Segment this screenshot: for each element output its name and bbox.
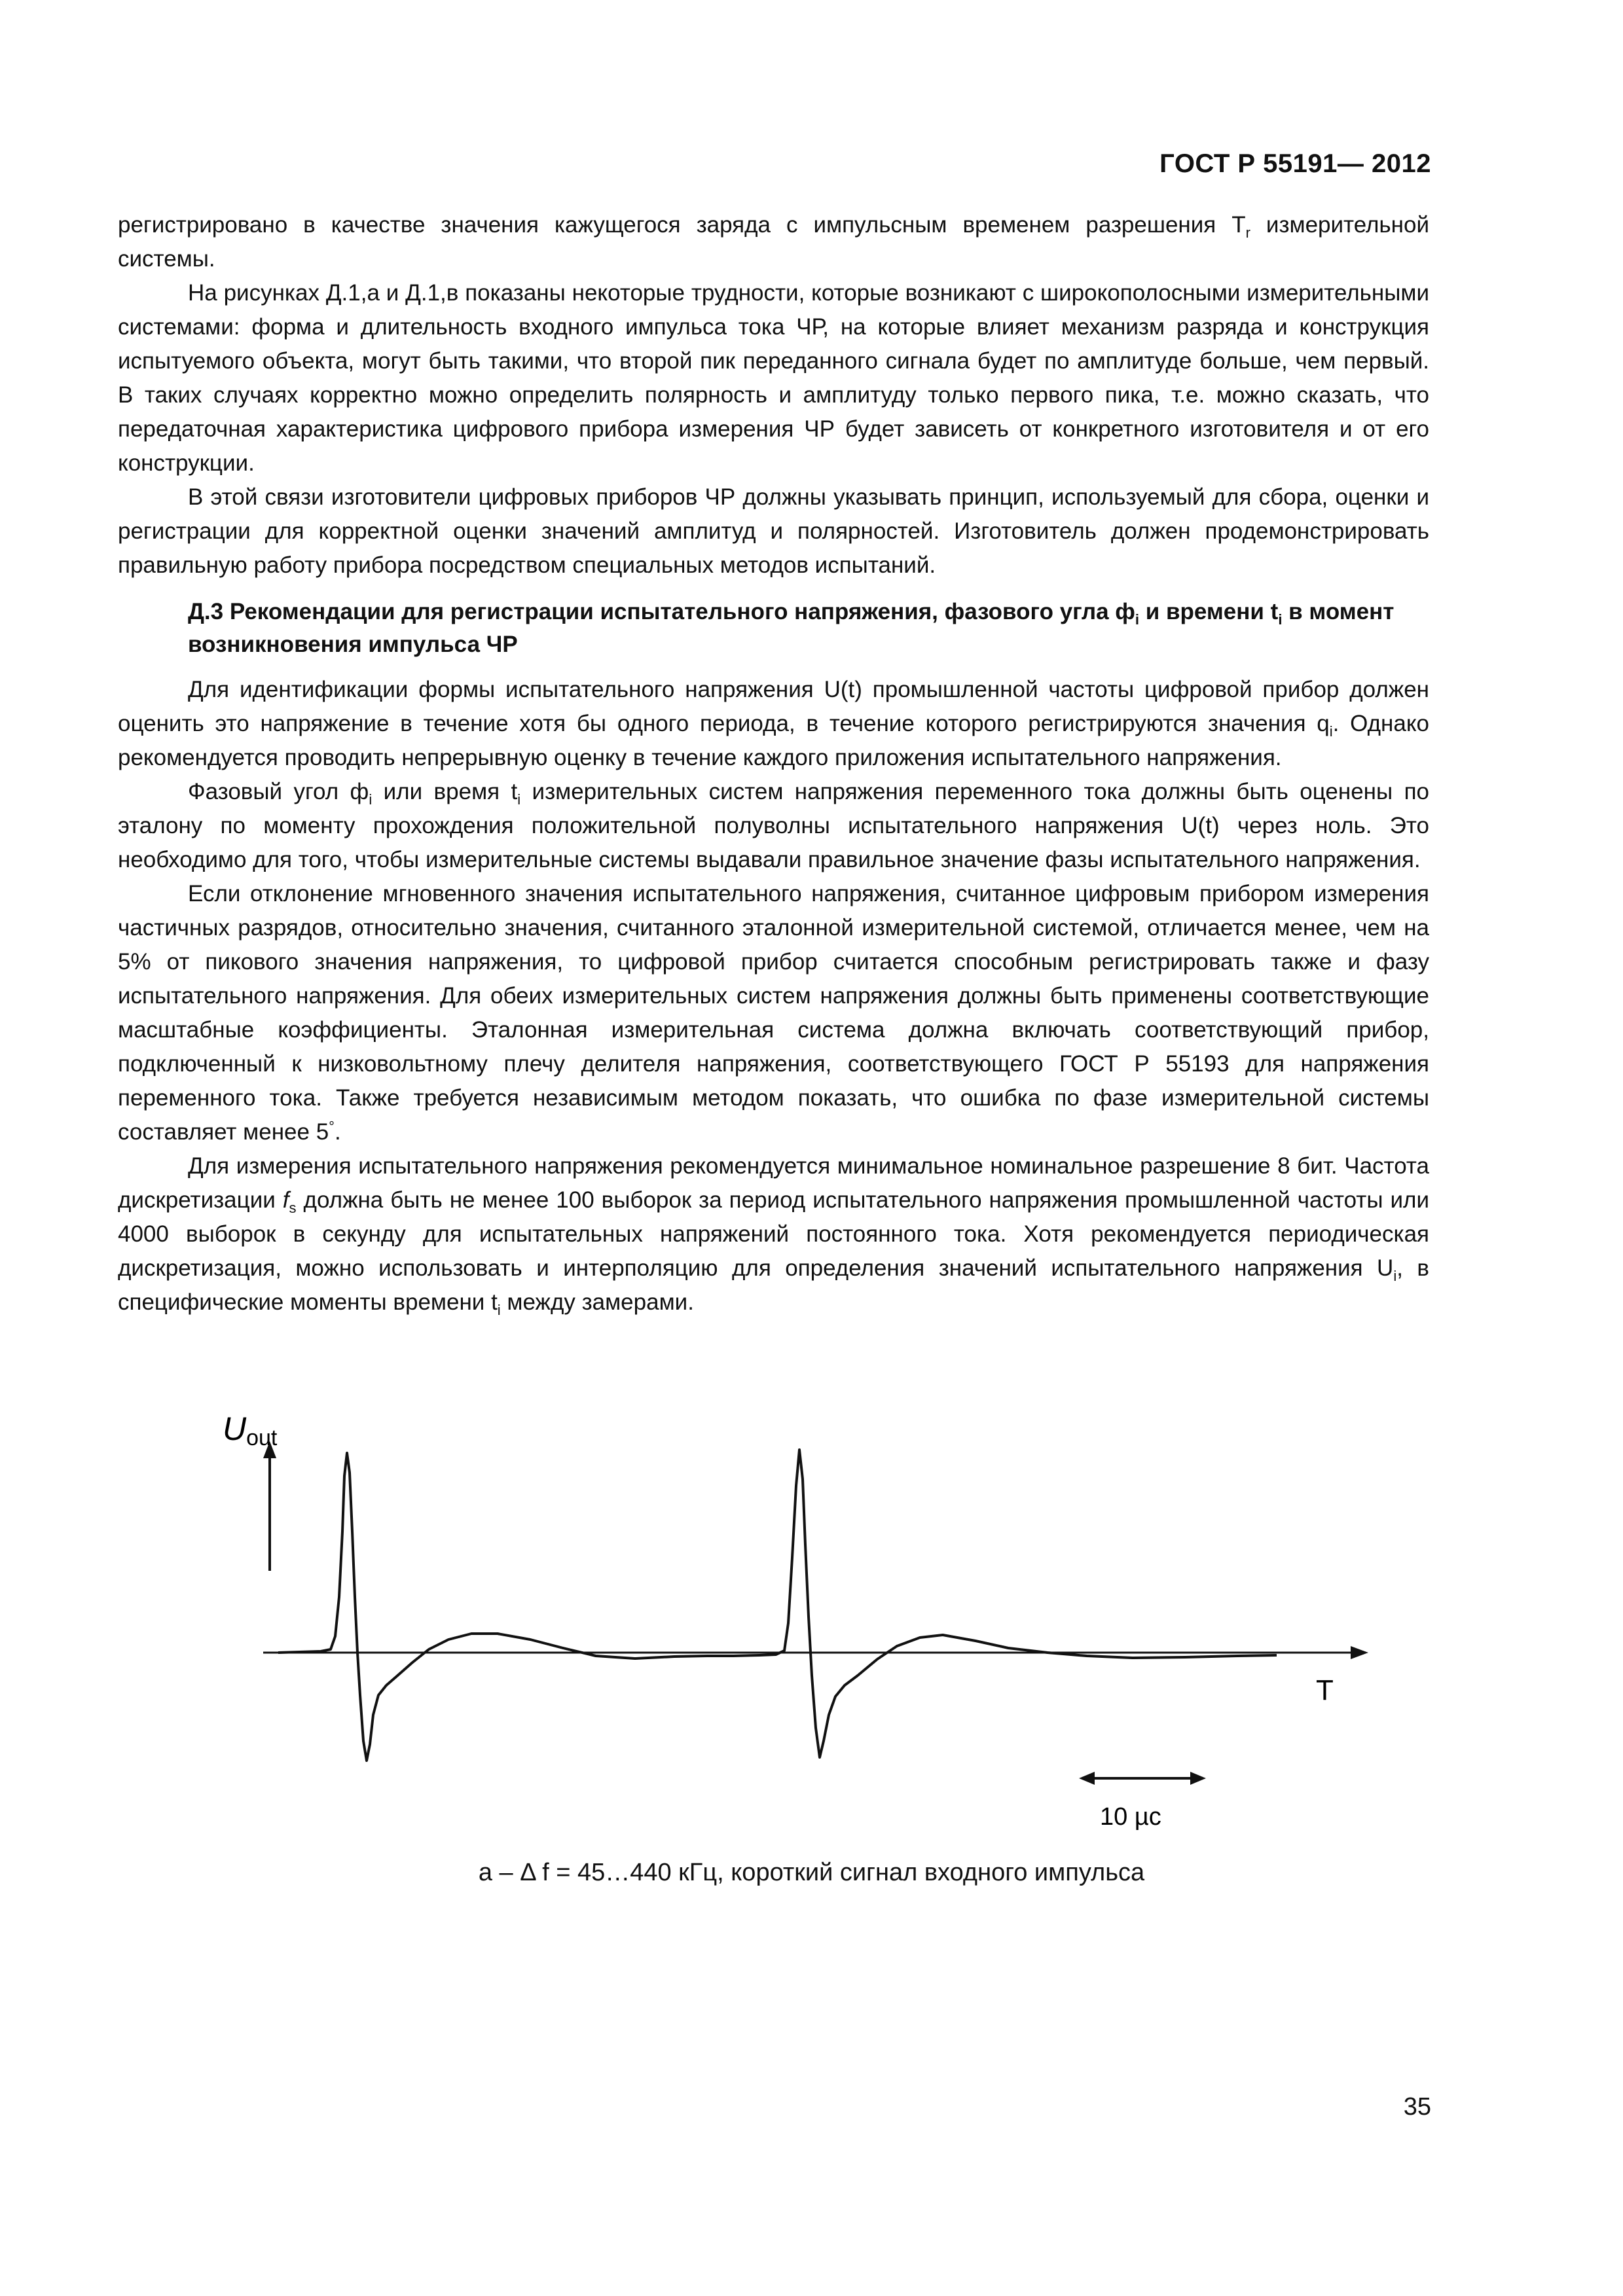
- scale-bar-label: 10 µс: [1100, 1803, 1161, 1831]
- waveform-figure: [216, 1388, 1434, 1846]
- figure-caption: а – Δ f = 45…440 кГц, короткий сигнал входного импульса: [478, 1859, 1145, 1886]
- paragraph-4: Для идентификации формы испытательного напряжения U(t) промышленной частоты цифровой прибор должен оценить это напряжение в течение хотя бы одного периода, в течение которого регистрируются значения $q_i$. Однако рекомендуется проводить непрерывную оценку в течение каждого приложения испытательного напряжения.: [118, 677, 1429, 770]
- paragraph-5: Фазовый угол $ф_i$ или время $t_i$ измерительных систем напряжения переменного тока должны быть оценены по эталону по моменту прохождения положительной полуволны испытательного напряжения U(t) через ноль. Это необходимо для того, чтобы измерительные системы выдавали правильное значение фазы испытательного напряжения.: [118, 779, 1429, 872]
- page-number: 35: [1403, 2093, 1431, 2121]
- x-axis-label: T: [1316, 1674, 1334, 1706]
- paragraph-1: регистрировано в качестве значения кажущегося заряда с импульсным временем разрешения $T_r$ измерительной системы.: [118, 212, 1430, 272]
- signal-waveform: [278, 1450, 1277, 1761]
- paragraph-7: Для измерения испытательного напряжения рекомендуется минимальное номинальное разрешение 8 бит. Частота дискретизации $f_s$ должна быть не менее 100 выборок за период испытательного напряжения промышленной частоты или 4000 выборок в секунду для испытательных напряжений постоянного тока. Хотя рекомендуется периодическая дискретизация, можно использовать и интерполяцию для определения значений испытательного напряжения $U_i$, в специфические моменты времени $t_i$ между замерами.: [118, 1153, 1429, 1318]
- paragraph-6: Если отклонение мгновенного значения испытательного напряжения, считанное цифровым прибором измерения частичных разрядов, относительно значения, считанного эталонной измерительной системой, отличается менее, чем на 5% от пикового значения напряжения, то цифровой прибор считается способным регистрировать также и фазу испытательного напряжения. Для обеих измерительных систем напряжения должны быть применены соответствующие масштабные коэффициенты. Эталонная измерительная система должна включать соответствующий прибор, подключенный к низковольтному плечу делителя напряжения, соответствующего ГОСТ Р 55193 для напряжения переменного тока. Также требуется независимым методом показать, что ошибка по фазе измерительной системы составляет менее 5°.: [118, 881, 1429, 1145]
- section-heading: Д.3 Рекомендации для регистрации испытательного напряжения, фазового угла $ф_i$ и времени $t_i$ в момент возникновения импульса ЧР: [188, 599, 1395, 657]
- paragraph-2: На рисунках Д.1,а и Д.1,в показаны некоторые трудности, которые возникают с широкополосными измерительными системами: форма и длительность входного импульса тока ЧР, на которые влияет механизм разряда и конструкция испытуемого объекта, могут быть такими, что второй пик переданного сигнала будет по амплитуде больше, чем первый. В таких случаях корректно можно определить полярность и амплитуду только первого пика, т.е. можно сказать, что передаточная характеристика цифрового прибора измерения ЧР будет зависеть от конкретного изготовителя и от его конструкции.: [118, 280, 1429, 476]
- document-header: ГОСТ Р 55191— 2012: [1159, 149, 1431, 178]
- scale-bar-right-arrowhead: [1190, 1772, 1206, 1785]
- scale-bar-left-arrowhead: [1079, 1772, 1095, 1785]
- x-axis-arrowhead: [1351, 1646, 1368, 1659]
- body-text: [118, 208, 1429, 1319]
- y-axis-label: Uout: [223, 1410, 278, 1450]
- paragraph-3: В этой связи изготовители цифровых приборов ЧР должны указывать принцип, используемый для сбора, оценки и регистрации для корректной оценки значений амплитуд и полярностей. Изготовитель должен продемонстрировать правильную работу прибора посредством специальных методов испытаний.: [118, 484, 1429, 578]
